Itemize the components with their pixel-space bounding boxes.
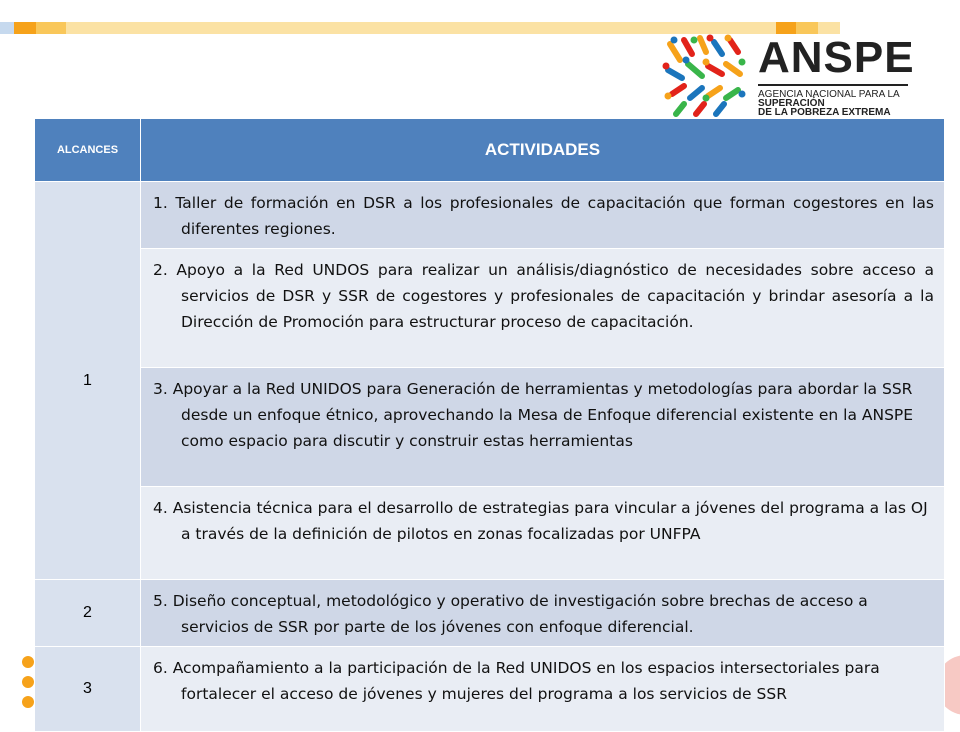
activity-cell xyxy=(141,647,945,732)
logo-line-1: AGENCIA NACIONAL PARA LA xyxy=(758,89,900,100)
alcance-cell: 1 xyxy=(35,182,141,580)
activity-cell xyxy=(141,580,945,647)
activity-cell xyxy=(141,182,945,249)
alcance-cell: 2 xyxy=(35,580,141,647)
table-row xyxy=(35,368,945,487)
table-row xyxy=(35,249,945,368)
table-row xyxy=(35,580,945,647)
logo-line-2: SUPERACIÓN xyxy=(758,98,825,109)
activity-text: 6. Acompañamiento a la participación de la Red UNIDOS en los espacios intersectoriales para fortalecer el acceso de jóvenes y mujeres del programa a los servicios de SSR xyxy=(153,659,880,703)
activity-text: 4. Asistencia técnica para el desarrollo de estrategias para vincular a jóvenes del programa a las OJ a través de la definición de pilotos en zonas focalizadas por UNFPA xyxy=(153,499,928,543)
alcance-cell: 3 xyxy=(35,647,141,732)
activities-table xyxy=(34,118,945,732)
activity-text: 3. Apoyar a la Red UNIDOS para Generación de herramientas y metodologías para abordar la SSR desde un enfoque étnico, aprovechando la Mesa de Enfoque diferencial existente en la ANSPE como espacio para discutir y construir estas herramientas xyxy=(153,380,914,450)
header-alcances: ALCANCES xyxy=(35,119,141,182)
table-row xyxy=(35,182,945,249)
people-logo-icon xyxy=(662,34,748,118)
activity-cell xyxy=(141,487,945,580)
top-decorative-bar xyxy=(0,22,840,34)
header-actividades: ACTIVIDADES xyxy=(141,119,945,182)
table-row xyxy=(35,487,945,580)
anspe-logo xyxy=(662,33,915,118)
logo-rule xyxy=(758,84,908,86)
logo-line-3: DE LA POBREZA EXTREMA xyxy=(758,107,891,118)
table-header-row xyxy=(35,119,945,182)
table-row xyxy=(35,647,945,732)
logo-wordmark: ANSPE xyxy=(758,33,915,82)
activity-text: 5. Diseño conceptual, metodológico y operativo de investigación sobre brechas de acceso a servicios de SSR por parte de los jóvenes con enfoque diferencial. xyxy=(153,592,868,636)
activity-cell xyxy=(141,368,945,487)
activity-cell xyxy=(141,249,945,368)
activity-text: 1. Taller de formación en DSR a los profesionales de capacitación que forman cogestores en las diferentes regiones. xyxy=(153,194,934,238)
activity-text: 2. Apoyo a la Red UNDOS para realizar un análisis/diagnóstico de necesidades sobre acceso a servicios de DSR y SSR de cogestores y profesionales de capacitación y brindar asesoría a la Dirección de Promoción para estructurar proceso de capacitación. xyxy=(153,261,934,331)
